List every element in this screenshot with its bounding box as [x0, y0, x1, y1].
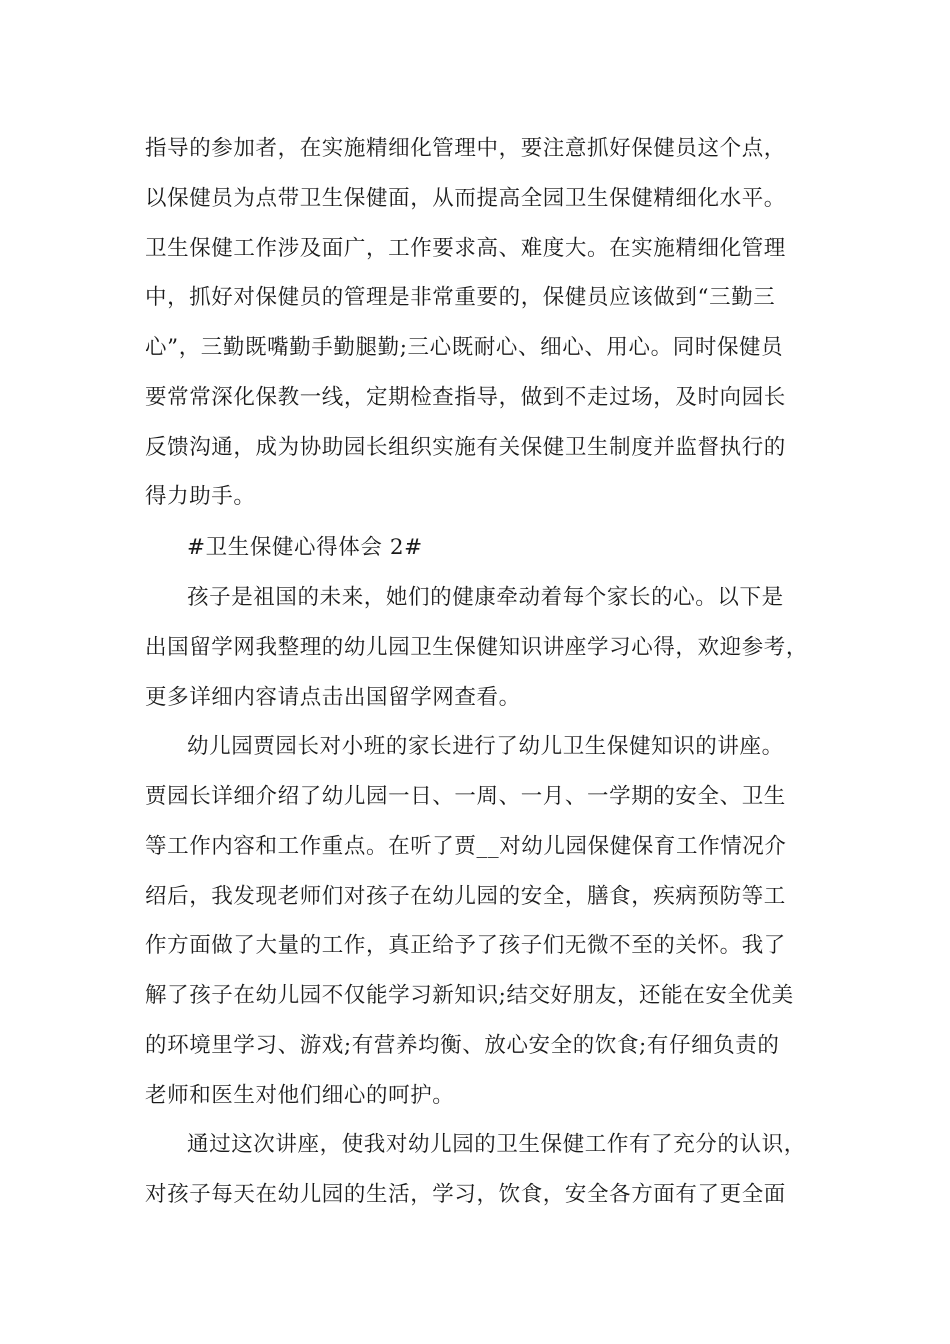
text-line: 要常常深化保教一线，定期检查指导，做到不走过场，及时向园长	[145, 385, 786, 410]
text-line: 的环境里学习、游戏;有营养均衡、放心安全的饮食;有仔细负责的	[145, 1033, 780, 1058]
text-line: 解了孩子在幼儿园不仅能学习新知识;结交好朋友，还能在安全优美	[145, 983, 794, 1008]
text-line: 卫生保健工作涉及面广，工作要求高、难度大。在实施精细化管理	[145, 236, 786, 261]
text-line: 幼儿园贾园长对小班的家长进行了幼儿卫生保健知识的讲座。	[187, 734, 784, 759]
section-heading: #卫生保健心得体会 2#	[187, 535, 423, 560]
text-line: 以保健员为点带卫生保健面，从而提高全园卫生保健精细化水平。	[145, 186, 786, 211]
text-line: 老师和医生对他们细心的呵护。	[145, 1083, 455, 1108]
text-line: 通过这次讲座，使我对幼儿园的卫生保健工作有了充分的认识，	[187, 1132, 806, 1157]
text-line: 得力助手。	[145, 484, 256, 509]
text-line: 贾园长详细介绍了幼儿园一日、一周、一月、一学期的安全、卫生	[145, 784, 786, 809]
text-line: 孩子是祖国的未来，她们的健康牵动着每个家长的心。以下是	[187, 585, 784, 610]
text-line: 对孩子每天在幼儿园的生活，学习，饮食，安全各方面有了更全面	[145, 1182, 786, 1207]
text-line: 心”，三勤既嘴勤手勤腿勤;三心既耐心、细心、用心。同时保健员	[145, 335, 784, 360]
text-line: 指导的参加者，在实施精细化管理中，要注意抓好保健员这个点，	[145, 136, 786, 161]
text-line: 反馈沟通，成为协助园长组织实施有关保健卫生制度并监督执行的	[145, 435, 786, 460]
text-line: 作方面做了大量的工作，真正给予了孩子们无微不至的关怀。我了	[145, 933, 786, 958]
text-line: 中，抓好对保健员的管理是非常重要的，保健员应该做到“三勤三	[145, 285, 776, 310]
text-line: 出国留学网我整理的幼儿园卫生保健知识讲座学习心得，欢迎参考，	[145, 635, 809, 660]
text-line: 绍后，我发现老师们对孩子在幼儿园的安全，膳食，疾病预防等工	[145, 884, 786, 909]
text-line: 等工作内容和工作重点。在听了贾__对幼儿园保健保育工作情况介	[145, 834, 787, 859]
text-line: 更多详细内容请点击出国留学网查看。	[145, 685, 521, 710]
